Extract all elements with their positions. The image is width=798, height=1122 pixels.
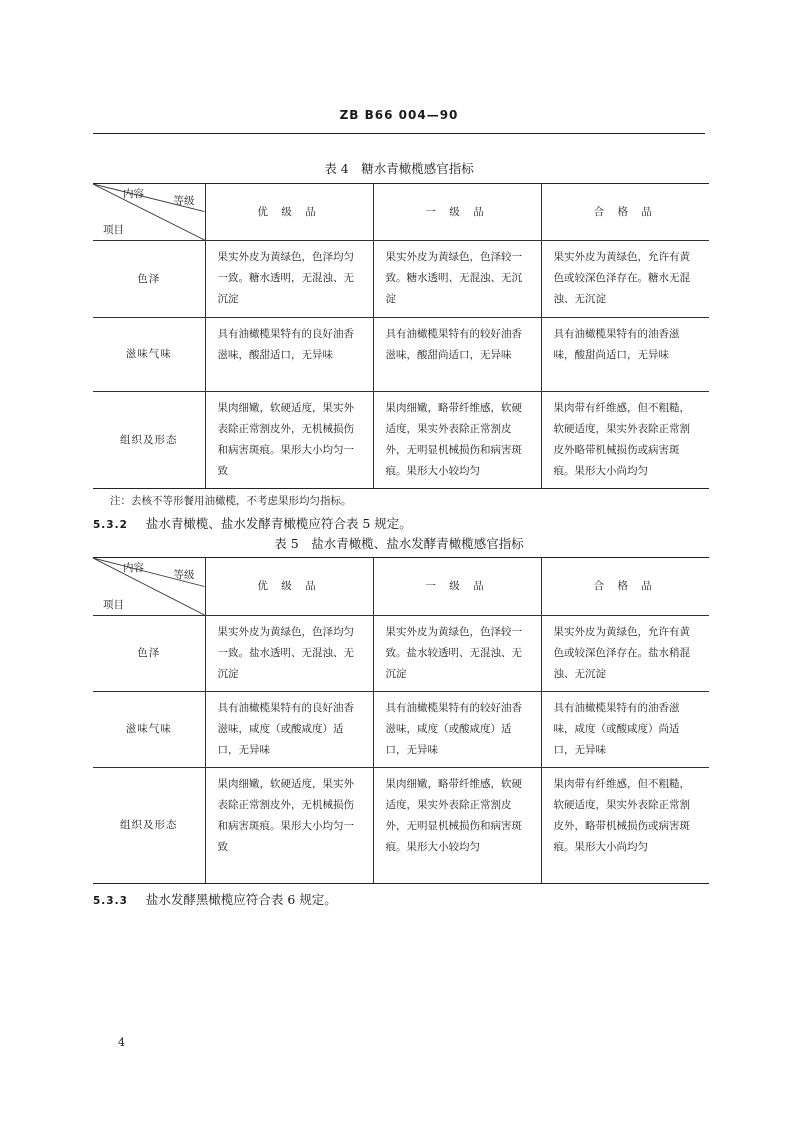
table5-col-premium: 优 级 品 <box>205 558 373 616</box>
table-cell: 具有油橄榄果特有的油香滋味，酸甜尚适口，无异味 <box>541 318 709 392</box>
table4 <box>93 183 709 489</box>
row-label-texture: 组织及形态 <box>93 768 205 884</box>
clause-text: 盐水发酵黑橄榄应符合表 6 规定。 <box>145 892 337 907</box>
table-cell: 具有油橄榄果特有的油香滋味，咸度（或酸咸度）尚适口，无异味 <box>541 692 709 768</box>
table-cell: 果实外皮为黄绿色，允许有黄色或较深色泽存在。糖水无混浊、无沉淀 <box>541 241 709 318</box>
corner-grade-label: 等级 <box>173 569 195 581</box>
table-row <box>93 241 709 318</box>
table-row <box>93 692 709 768</box>
table-cell: 果实外皮为黄绿色，色泽均匀一致。盐水透明、无混浊、无沉淀 <box>205 616 373 692</box>
table5-col-qualified: 合 格 品 <box>541 558 709 616</box>
table-cell: 具有油橄榄果特有的良好油香滋味，酸甜适口，无异味 <box>205 318 373 392</box>
clause-5-3-2 <box>93 514 412 532</box>
corner-content-label: 内容 <box>123 562 144 574</box>
table-cell: 具有油橄榄果特有的良好油香滋味，咸度（或酸咸度）适口，无异味 <box>205 692 373 768</box>
table5-caption: 表 5 盐水青橄榄、盐水发酵青橄榄感官指标 <box>274 536 524 551</box>
table5-header-row <box>93 558 709 616</box>
row-label-texture: 组织及形态 <box>93 392 205 489</box>
table-row <box>93 616 709 692</box>
table-cell: 果肉细嫩，软硬适度，果实外表除正常割皮外，无机械损伤和病害斑痕。果形大小均匀一致 <box>205 768 373 884</box>
table-cell: 果肉细嫩，软硬适度，果实外表除正常割皮外，无机械损伤和病害斑痕。果形大小均匀一致 <box>205 392 373 489</box>
table-cell: 果肉细嫩，略带纤维感，软硬适度，果实外表除正常割皮外，无明显机械损伤和病害斑痕。果形大小较均匀 <box>373 768 541 884</box>
corner-item-label: 项目 <box>103 599 124 611</box>
table-cell: 果实外皮为黄绿色，色泽较一致。盐水较透明、无混浊、无沉淀 <box>373 616 541 692</box>
table4-col-qualified: 合 格 品 <box>541 184 709 241</box>
table-cell: 果实外皮为黄绿色，允许有黄色或较深色泽存在。盐水稍混浊、无沉淀 <box>541 616 709 692</box>
table-cell: 果实外皮为黄绿色，色泽均匀一致。糖水透明，无混浊、无沉淀 <box>205 241 373 318</box>
row-label-taste: 滋味气味 <box>93 318 205 392</box>
corner-grade-label: 等级 <box>173 195 195 207</box>
table4-corner-cell <box>93 184 205 241</box>
clause-5-3-3 <box>93 890 337 908</box>
table-cell: 具有油橄榄果特有的较好油香滋味，酸甜尚适口，无异味 <box>373 318 541 392</box>
table-row <box>93 768 709 884</box>
table-cell: 果肉带有纤维感，但不粗糙，软硬适度，果实外表除正常割皮外，略带机械损伤或病害斑痕。果形大小尚均匀 <box>541 768 709 884</box>
table5 <box>93 557 709 884</box>
table5-corner-cell <box>93 558 205 616</box>
row-label-color: 色泽 <box>93 616 205 692</box>
table-row <box>93 318 709 392</box>
page-number: 4 <box>118 1036 125 1049</box>
table4-caption: 表 4 糖水青橄榄感官指标 <box>324 161 474 176</box>
clause-number: 5.3.2 <box>93 519 128 531</box>
row-label-color: 色泽 <box>93 241 205 318</box>
table5-col-first: 一 级 品 <box>373 558 541 616</box>
table-cell: 果实外皮为黄绿色，色泽较一致。糖水透明、无混浊、无沉淀 <box>373 241 541 318</box>
row-label-taste: 滋味气味 <box>93 692 205 768</box>
table4-note: 注：去核不等形餐用油橄榄，不考虑果形均匀指标。 <box>110 495 352 507</box>
corner-item-label: 项目 <box>103 224 124 236</box>
table-cell: 具有油橄榄果特有的较好油香滋味，咸度（或酸咸度）适口，无异味 <box>373 692 541 768</box>
table-row <box>93 392 709 489</box>
table4-col-first: 一 级 品 <box>373 184 541 241</box>
standard-code: ZB B66 004—90 <box>339 108 459 122</box>
table4-header-row <box>93 184 709 241</box>
table4-col-premium: 优 级 品 <box>205 184 373 241</box>
header-rule <box>93 133 705 134</box>
clause-number: 5.3.3 <box>93 895 128 907</box>
clause-text: 盐水青橄榄、盐水发酵青橄榄应符合表 5 规定。 <box>145 516 412 531</box>
corner-content-label: 内容 <box>123 188 144 200</box>
table-cell: 果肉带有纤维感，但不粗糙，软硬适度，果实外表除正常割皮外略带机械损伤或病害斑痕。果形大小尚均匀 <box>541 392 709 489</box>
table-cell: 果肉细嫩，略带纤维感，软硬适度，果实外表除正常割皮外，无明显机械损伤和病害斑痕。果形大小较均匀 <box>373 392 541 489</box>
